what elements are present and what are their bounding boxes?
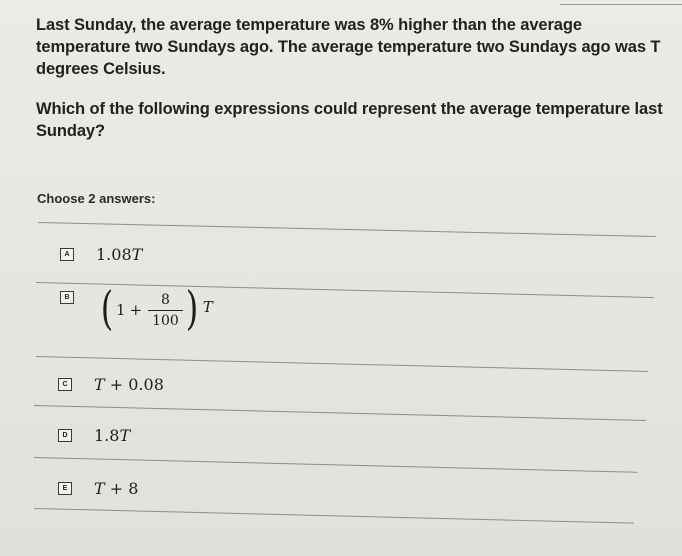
option-a-letter[interactable]: A: [60, 248, 74, 261]
option-a[interactable]: [60, 245, 142, 264]
option-b-numerator: 8: [160, 291, 170, 308]
option-c-rest: + 0.08: [104, 375, 164, 394]
option-e-rest: + 8: [104, 479, 139, 498]
option-d-variable: T: [119, 426, 131, 445]
option-d-expression: [94, 426, 130, 445]
divider: [34, 405, 646, 421]
option-d-letter[interactable]: D: [58, 429, 72, 442]
option-b-one: 1: [115, 301, 126, 319]
option-e[interactable]: [58, 479, 138, 498]
option-b-letter[interactable]: B: [60, 291, 74, 304]
option-b-variable: T: [202, 298, 213, 316]
divider: [38, 222, 656, 237]
question-paragraph-1: Last Sunday, the average temperature was 8% higher than the average temperature two Sundays ago. The average temperature two Sundays ago was T degrees Celsius.: [36, 16, 661, 78]
divider: [36, 356, 648, 372]
option-c[interactable]: [58, 375, 164, 394]
option-d[interactable]: [58, 426, 130, 445]
option-a-variable: T: [131, 245, 143, 264]
divider: [34, 508, 634, 524]
option-a-expression: [96, 245, 142, 264]
option-e-expression: [94, 479, 138, 498]
option-b-plus: +: [129, 301, 143, 319]
option-b-fraction: [148, 292, 183, 329]
option-b-denominator: 100: [148, 310, 183, 329]
option-b-open-paren: (: [100, 281, 114, 335]
question-paragraph-2: Which of the following expressions could represent the average temperature last Sunday?: [36, 100, 663, 140]
answer-instruction: Choose 2 answers:: [37, 191, 156, 206]
question-text: [36, 14, 676, 142]
option-b-fraction-group: [116, 292, 183, 329]
option-b[interactable]: [60, 281, 213, 335]
option-b-expression: [98, 281, 213, 335]
option-c-variable: T: [94, 375, 105, 394]
option-c-expression: [94, 375, 164, 394]
option-e-variable: T: [94, 479, 105, 498]
option-b-close-paren: ): [185, 281, 199, 335]
top-divider: [560, 4, 682, 5]
option-d-coef: 1.8: [94, 426, 120, 445]
option-e-letter[interactable]: E: [58, 482, 72, 495]
option-c-letter[interactable]: C: [58, 378, 72, 391]
option-a-coef: 1.08: [96, 245, 132, 264]
divider: [34, 457, 638, 473]
